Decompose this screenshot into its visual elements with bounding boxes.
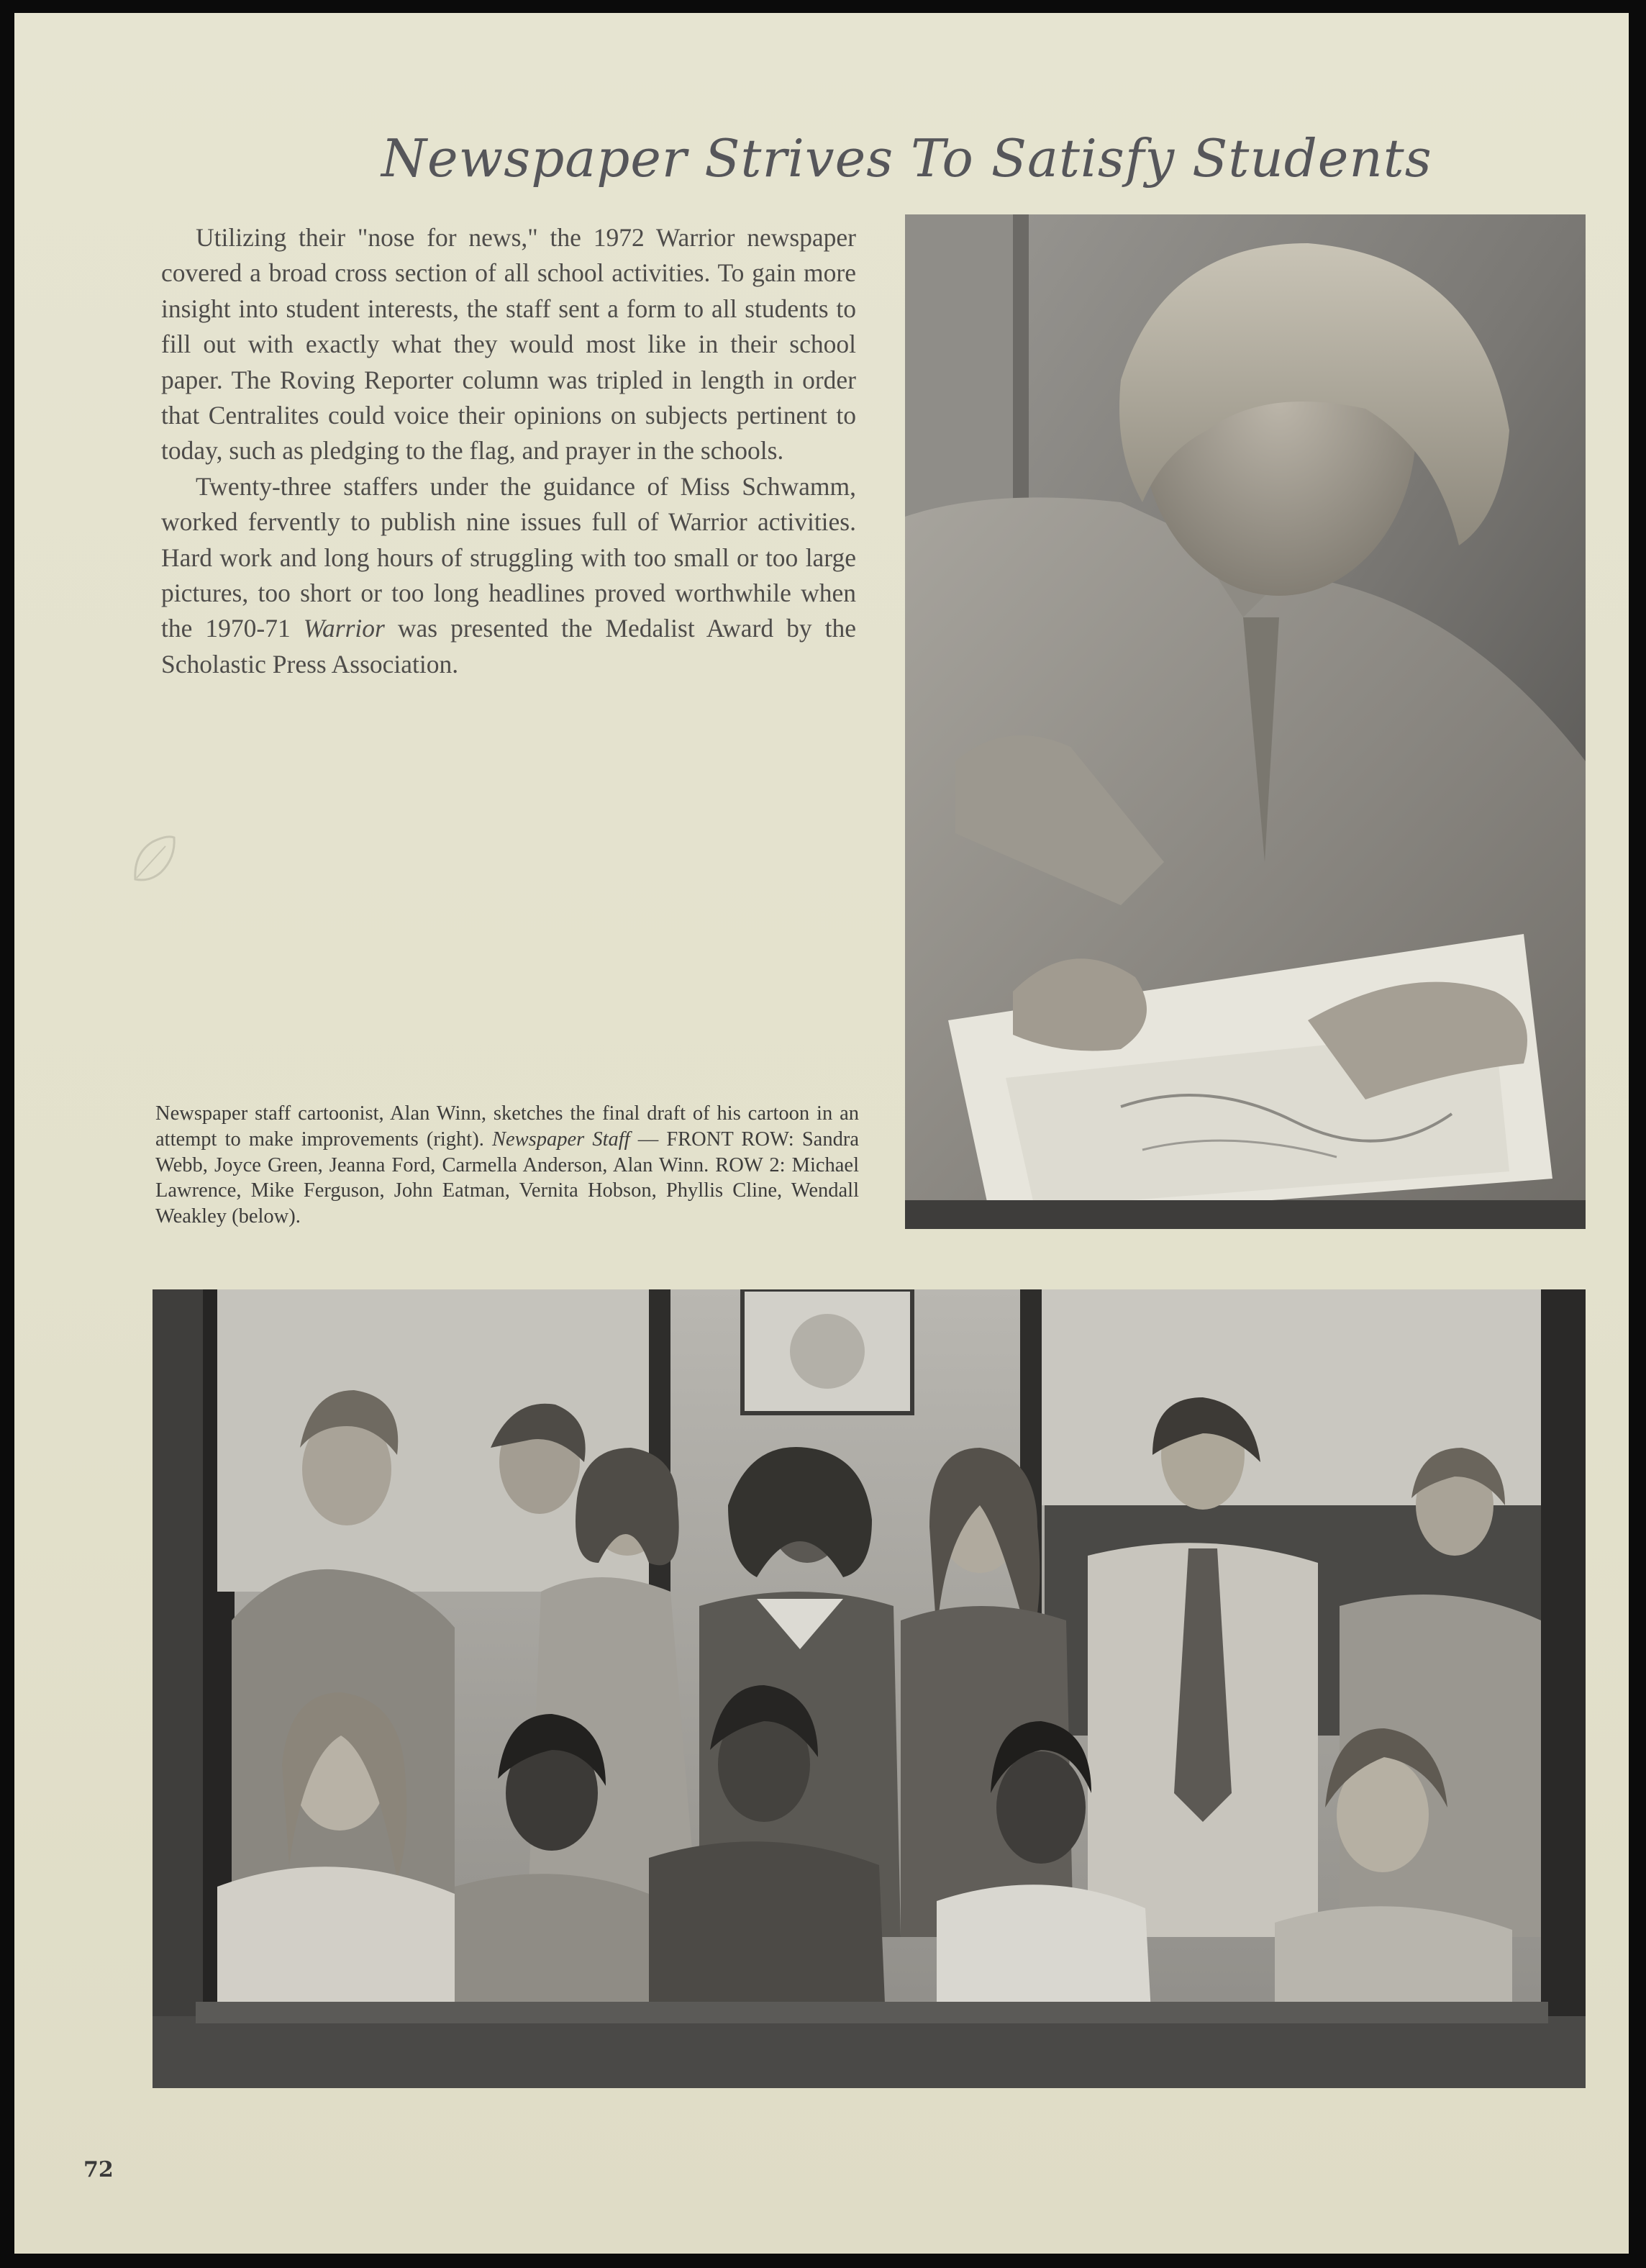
warrior-newspaper-name: Warrior xyxy=(303,614,385,643)
article-paragraph-2-start: Twenty-three staffers under the guidance of Miss Schwamm, worked fervently to publish nine issues full of Warrior activities. Hard work and long hours of struggling with too small or too large pictures, too short or too long headlines proved worthwhile when the 1970-71 xyxy=(161,471,856,643)
photo-caption xyxy=(155,1101,859,1230)
article-paragraph-2-end: was presented the Medalist Award by the Scholastic Press Association. xyxy=(161,614,856,679)
newspaper-staff-photo-image xyxy=(153,1289,1586,2088)
page-number: 72 xyxy=(83,2157,114,2182)
newspaper-staff-photo xyxy=(153,1289,1586,2088)
leaf-watermark-icon xyxy=(128,832,180,886)
article-paragraph-2 xyxy=(161,469,856,682)
caption-staff-label: Newspaper Staff xyxy=(491,1128,630,1151)
cartoonist-photo-image xyxy=(905,214,1586,1229)
article-paragraph-1: Utilizing their "nose for news," the 1972 Warrior newspaper covered a broad cross section of all school activities. To gain more insight into student interests, the staff sent a form to all students to fill out with exactly what they would most like in their school paper. The Roving Reporter column was tripled in length in order that Centralites could voice their opinions on subjects pertinent to today, such as pledging to the flag, and prayer in the schools. xyxy=(161,223,856,466)
page-title: Newspaper Strives To Satisfy Students xyxy=(381,128,1432,189)
caption-text-start: Newspaper staff cartoonist, Alan Winn, sketches the final draft of his cartoon in an attempt to make improvements (right). xyxy=(155,1102,859,1151)
cartoonist-photo xyxy=(905,214,1586,1229)
yearbook-page xyxy=(14,13,1629,2254)
caption-text-names: — FRONT ROW: Sandra Webb, Joyce Green, Jeanna Ford, Carmella Anderson, Alan Winn. ROW 2: Michael Lawrence, Mike Ferguson, John Eatman, Vernita Hobson, Phyllis Cline, Wendall Weakley (below). xyxy=(155,1128,859,1228)
article-body xyxy=(161,220,856,682)
